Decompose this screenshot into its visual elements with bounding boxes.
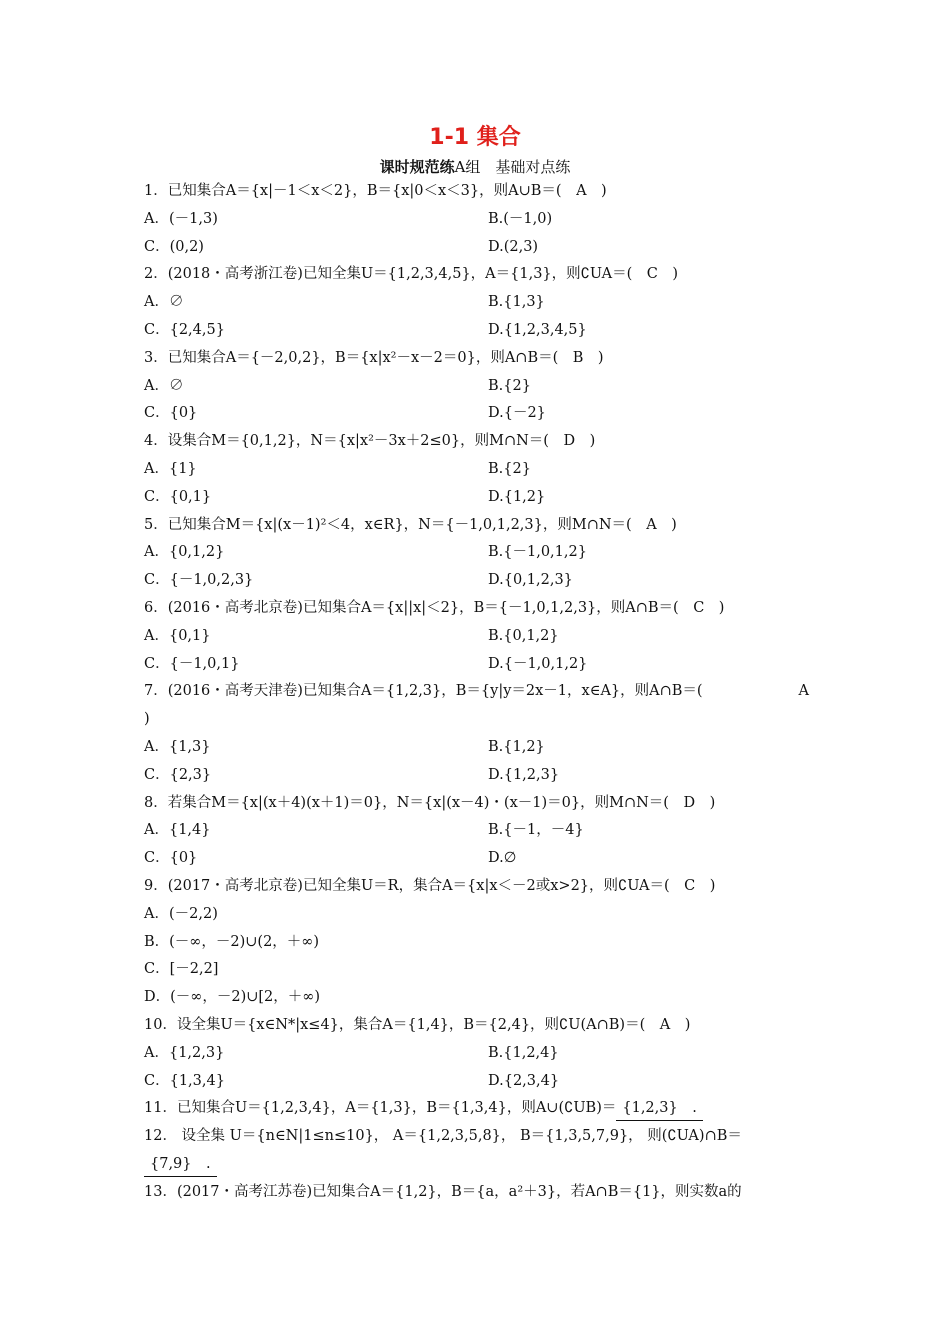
- options-row: [144, 539, 809, 567]
- option-b: B．(－∞，－2)∪(2，＋∞): [144, 933, 320, 950]
- option-d: D.{－1,0,1,2}: [488, 655, 588, 672]
- option-b: B.{－1,0,1,2}: [488, 544, 587, 561]
- options-row: [144, 484, 809, 512]
- options-row: [144, 1068, 809, 1096]
- question-stem: 4．设集合M＝{0,1,2}，N＝{x|x²－3x＋2≤0}，则M∩N＝( D ): [144, 433, 596, 450]
- option-c: C．{2,4,5}: [144, 321, 225, 338]
- question-stem: 1．已知集合A＝{x|－1＜x＜2}，B＝{x|0＜x＜3}，则A∪B＝( A ): [144, 183, 607, 199]
- option-a: A．{0,1}: [144, 627, 211, 644]
- option-c: C．{－1,0,1}: [144, 655, 240, 672]
- option-a: A．{0,1,2}: [144, 544, 225, 561]
- option-d: D.{－2}: [488, 405, 546, 422]
- options-row: [144, 234, 809, 262]
- option-c: C．{0}: [144, 405, 198, 422]
- options-row: [144, 206, 809, 234]
- option-d: D.(2,3): [488, 238, 539, 255]
- options-row: [144, 373, 809, 401]
- options-row: [144, 456, 809, 484]
- options-row: [144, 845, 809, 873]
- question-fill-blank: [144, 1095, 809, 1123]
- option-a: A．{1,3}: [144, 738, 211, 755]
- question-stem: 2．(2018・高考浙江卷)已知全集U＝{1,2,3,4,5}，A＝{1,3}，则∁UA＝( C ): [144, 266, 679, 283]
- question-stem: 10．设全集U＝{x∈N*|x≤4}，集合A＝{1,4}，B＝{2,4}，则∁U(A∩B)＝( A ): [144, 1016, 691, 1033]
- answer-blank: [144, 1151, 217, 1179]
- option-b: B.{1,2,4}: [488, 1044, 559, 1061]
- option-d: D.{1,2,3}: [488, 766, 560, 783]
- option-c: C．(0,2): [144, 238, 204, 255]
- option-c: C．[－2,2]: [144, 961, 219, 978]
- option-c: C．{0}: [144, 850, 198, 867]
- question-list: [144, 178, 809, 1206]
- options-row: [144, 1040, 809, 1068]
- answer-end: .: [692, 1100, 697, 1117]
- option-b: B.{2}: [488, 377, 531, 394]
- option-d: D.{1,2}: [488, 488, 546, 505]
- options-row: [144, 623, 809, 651]
- option-d: D.{1,2,3,4,5}: [488, 321, 587, 338]
- option-a: A．(－1,3): [144, 210, 218, 227]
- option-a: A．{1,4}: [144, 822, 211, 839]
- question-stem-text: 11．已知集合U＝{1,2,3,4}，A＝{1,3}，B＝{1,3,4}，则A∪(∁UB)＝: [144, 1100, 617, 1117]
- answer-text: {7,9}: [150, 1155, 192, 1172]
- option-b: B.{2}: [488, 460, 531, 477]
- options-row: [144, 762, 809, 790]
- options-row: [144, 817, 809, 845]
- question-stem-line2: ): [144, 711, 150, 728]
- options-row: [144, 734, 809, 762]
- option-b: B.{0,1,2}: [488, 627, 559, 644]
- page-title: 1-1 集合: [429, 125, 521, 150]
- question-stem: 6．(2016・高考北京卷)已知集合A＝{x||x|＜2}，B＝{－1,0,1,2,3}，则A∩B＝( C ): [144, 599, 725, 616]
- question-stem: 9．(2017・高考北京卷)已知全集U＝R，集合A＝{x|x＜－2或x>2}，则∁UA＝( C ): [144, 877, 716, 894]
- option-c: C．{2,3}: [144, 766, 212, 783]
- option-a: A．(－2,2): [144, 905, 218, 922]
- option-d: D．(－∞，－2)∪[2，＋∞): [144, 989, 321, 1006]
- options-row: [144, 289, 809, 317]
- question-answer-letter: A: [798, 683, 809, 700]
- question-stem-text: 7．(2016・高考天津卷)已知集合A＝{1,2,3}，B＝{y|y＝2x－1，x∈A}，则A∩B＝(: [144, 683, 703, 700]
- answer-line: [144, 1151, 809, 1179]
- question-stem: [144, 678, 809, 706]
- answer-blank: [616, 1095, 702, 1123]
- question-stem: 8．若集合M＝{x|(x＋4)(x＋1)＝0}，N＝{x|(x－4)・(x－1)＝0}，则M∩N＝( D ): [144, 794, 716, 811]
- question-stem: 5．已知集合M＝{x|(x－1)²＜4，x∈R}，N＝{－1,0,1,2,3}，则M∩N＝( A ): [144, 516, 677, 533]
- option-a: A．{1,2,3}: [144, 1044, 225, 1061]
- answer-end: .: [206, 1155, 211, 1172]
- option-a: A．{1}: [144, 460, 197, 477]
- question-fill-blank: 12． 设全集 U＝{n∈N|1≤n≤10}， A＝{1,2,3,5,8}， B＝{1,3,5,7,9}， 则(∁UA)∩B＝: [144, 1128, 742, 1145]
- option-b: B.{1,2}: [488, 738, 545, 755]
- option-b: B.{－1，－4}: [488, 822, 584, 839]
- option-d: D.{0,1,2,3}: [488, 572, 573, 589]
- answer-text: {1,2,3}: [622, 1100, 678, 1117]
- question-stem: 3．已知集合A＝{－2,0,2}，B＝{x|x²－x－2＝0}，则A∩B＝( B ): [144, 349, 604, 366]
- option-b: B.(－1,0): [488, 210, 553, 227]
- options-row: [144, 400, 809, 428]
- option-a: A．∅: [144, 377, 184, 394]
- subtitle-rest: A组 基础对点练: [454, 158, 571, 176]
- option-c: C．{0,1}: [144, 488, 212, 505]
- option-b: B.{1,3}: [488, 294, 545, 311]
- question-stem: 13．(2017・高考江苏卷)已知集合A＝{1,2}，B＝{a，a²＋3}，若A∩B＝{1}，则实数a的: [144, 1183, 742, 1200]
- options-row: [144, 317, 809, 345]
- options-row: [144, 651, 809, 679]
- option-a: A．∅: [144, 294, 184, 311]
- section-subtitle: [0, 156, 950, 177]
- option-d: D.∅: [488, 850, 517, 867]
- option-c: C．{－1,0,2,3}: [144, 572, 254, 589]
- subtitle-bold: 课时规范练: [379, 158, 455, 176]
- options-row: [144, 567, 809, 595]
- option-d: D.{2,3,4}: [488, 1072, 560, 1089]
- option-c: C．{1,3,4}: [144, 1072, 225, 1089]
